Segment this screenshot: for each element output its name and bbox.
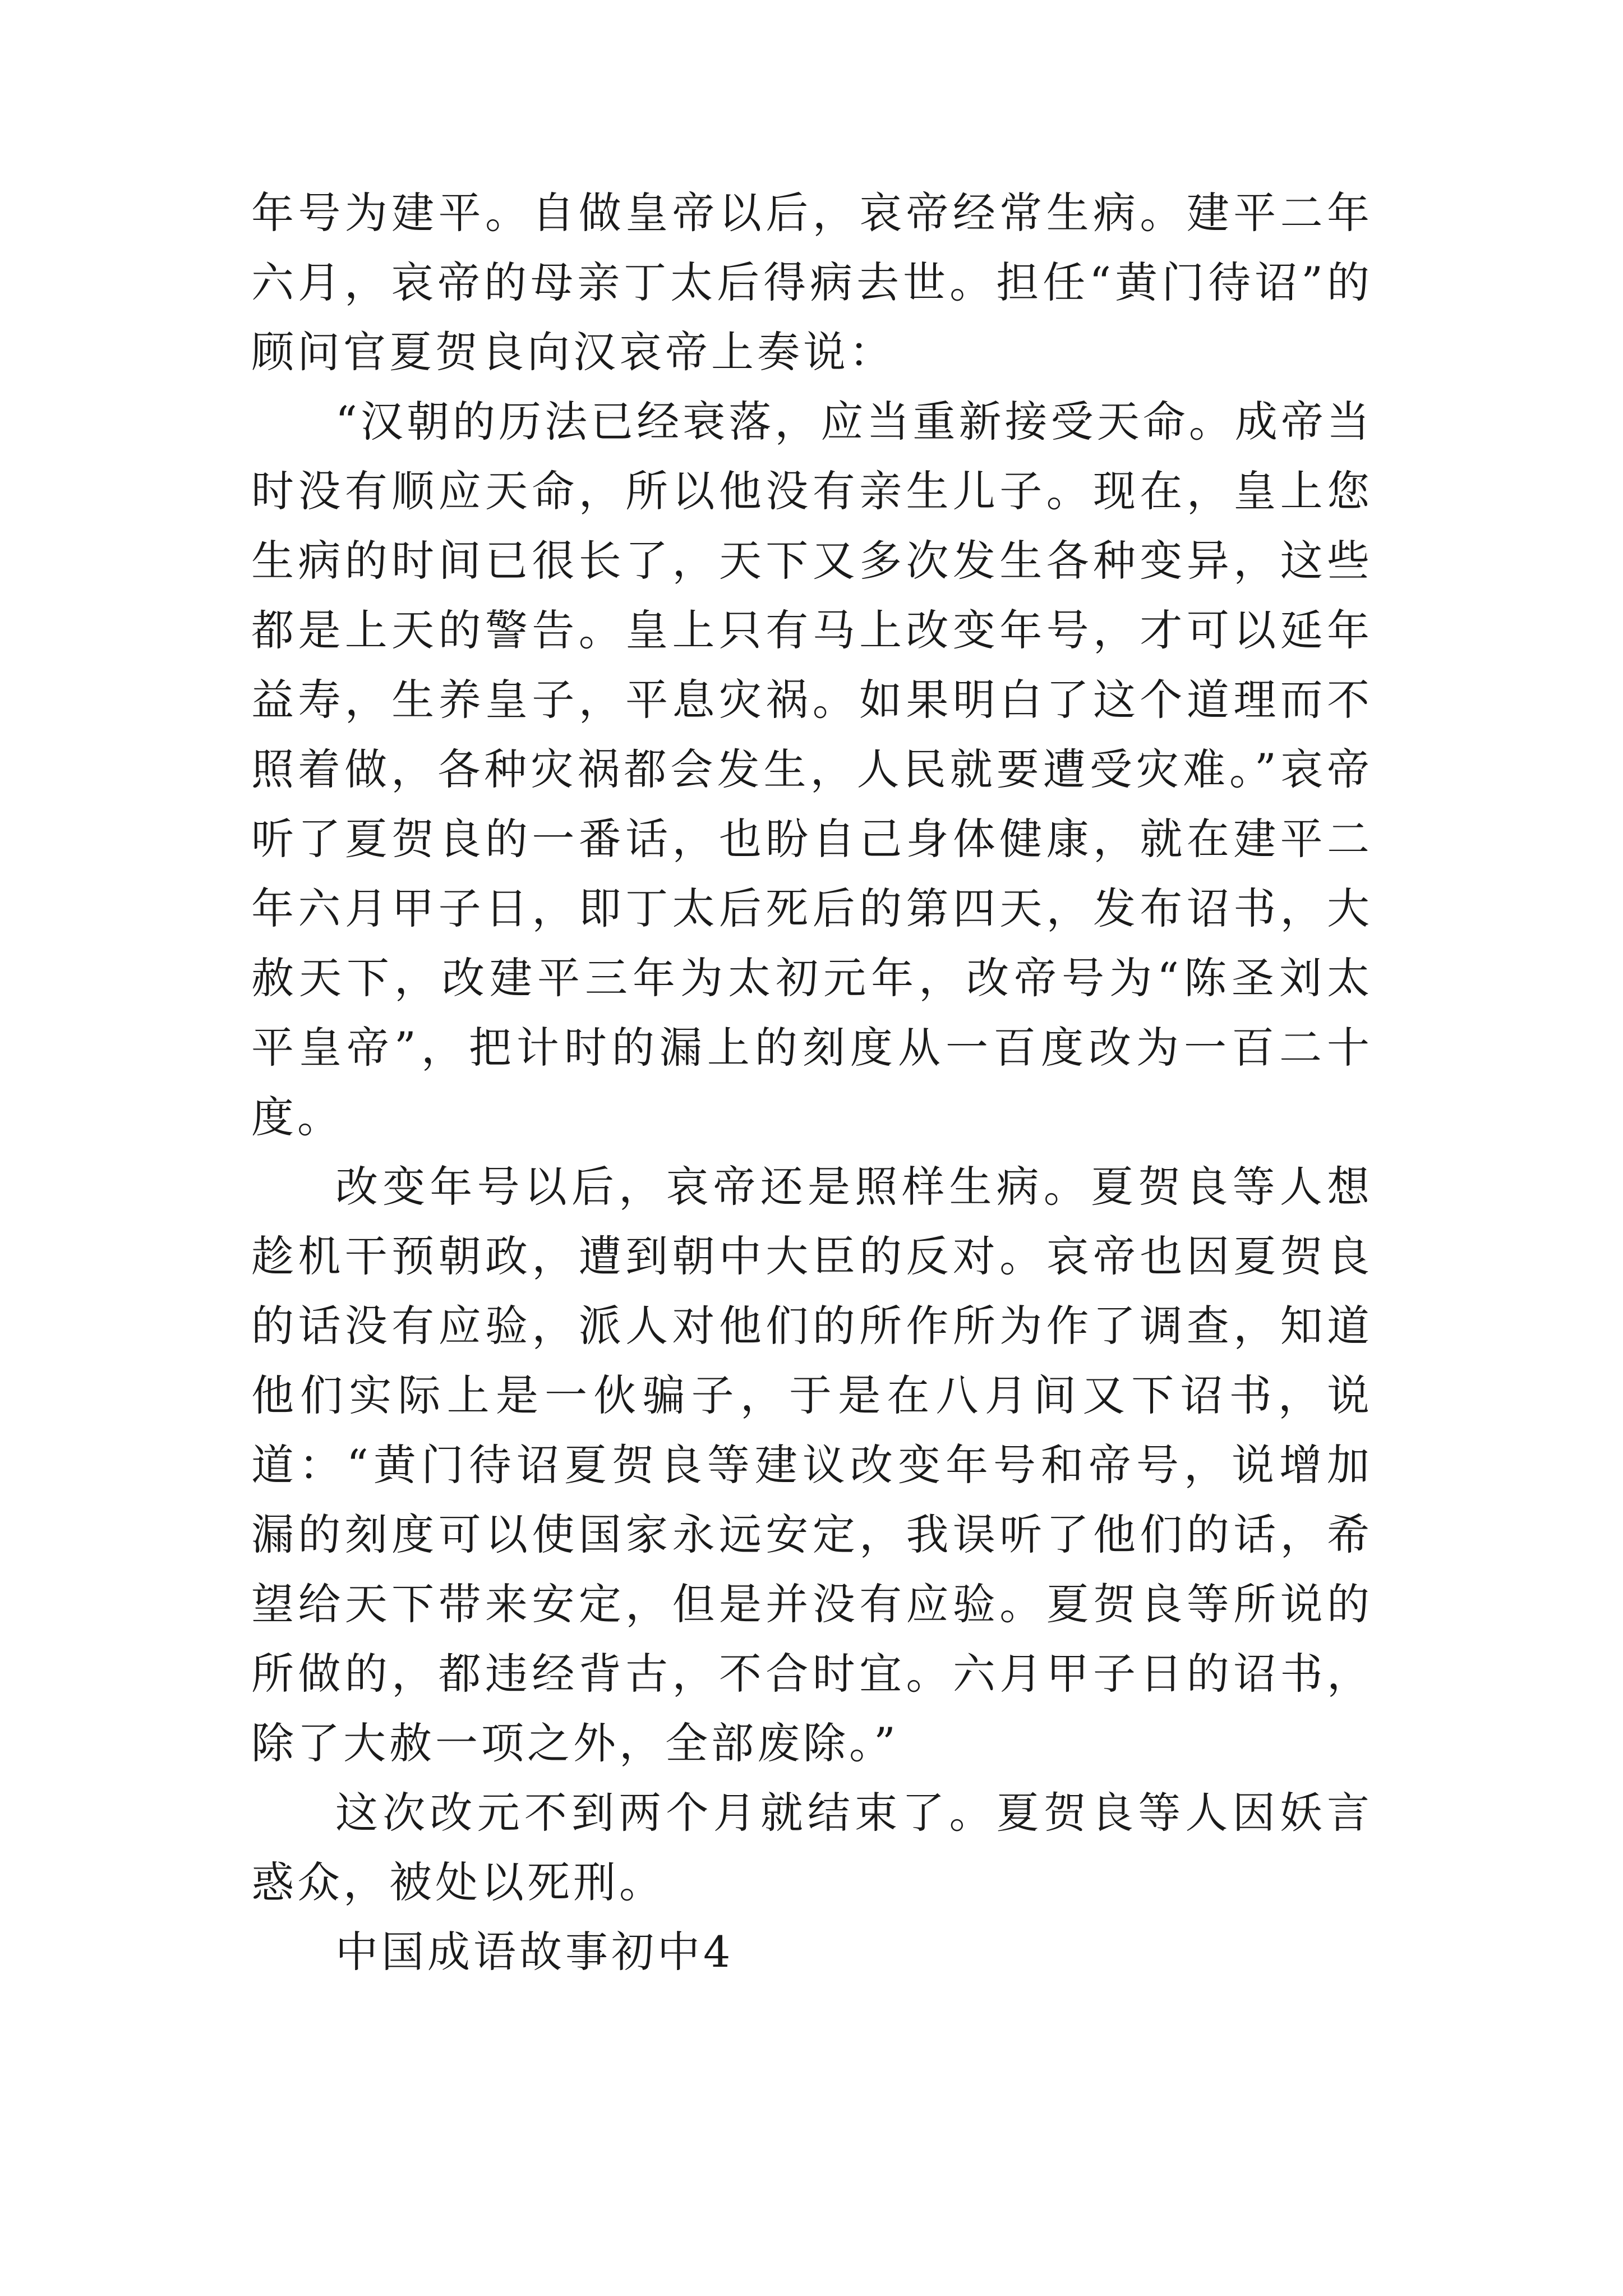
paragraph-4: 这次改元不到两个月就结束了。夏贺良等人因妖言惑众，被处以死刑。: [251, 1788, 1373, 1907]
section-heading: 中国成语故事初中4: [335, 1927, 734, 1977]
paragraph-2-quote: “汉朝的历法已经衰落，应当重新接受天命。成帝当时没有顺应天命，所以他没有亲生儿子。现在，皇上您生病的时间已很长了，天下又多次发生各种变异，这些都是上天的警告。皇上只有马上改变年号，才可以延年益寿，生养皇子，平息灾祸。如果明白了这个道理而不照着做，各种灾祸都会发生，人民就要遭受灾难。”哀帝听了夏贺良的一番话，也盼自己身体健康，就在建平二年六月甲子日，即丁太后死后的第四天，发布诏书，大赦天下，改建平三年为太初元年，改帝号为“陈圣刘太平皇帝”，把计时的漏上的刻度从一百度改为一百二十度。: [251, 397, 1373, 1142]
paragraph-3: 改变年号以后，哀帝还是照样生病。夏贺良等人想趁机干预朝政，遭到朝中大臣的反对。哀帝也因夏贺良的话没有应验，派人对他们的所作所为作了调查，知道他们实际上是一伙骗子，于是在八月间又下诏书，说道：“黄门待诏夏贺良等建议改变年号和帝号，说增加漏的刻度可以使国家永远安定，我误听了他们的话，希望给天下带来安定，但是并没有应验。夏贺良等所说的所做的，都违经背古，不合时宜。六月甲子日的诏书，除了大赦一项之外，全部废除。”: [251, 1162, 1373, 1768]
paragraph-1: 年号为建平。自做皇帝以后，哀帝经常生病。建平二年六月，哀帝的母亲丁太后得病去世。担任“黄门待诏”的顾问官夏贺良向汉哀帝上奏说：: [251, 188, 1373, 377]
document-body: [251, 178, 1373, 1987]
